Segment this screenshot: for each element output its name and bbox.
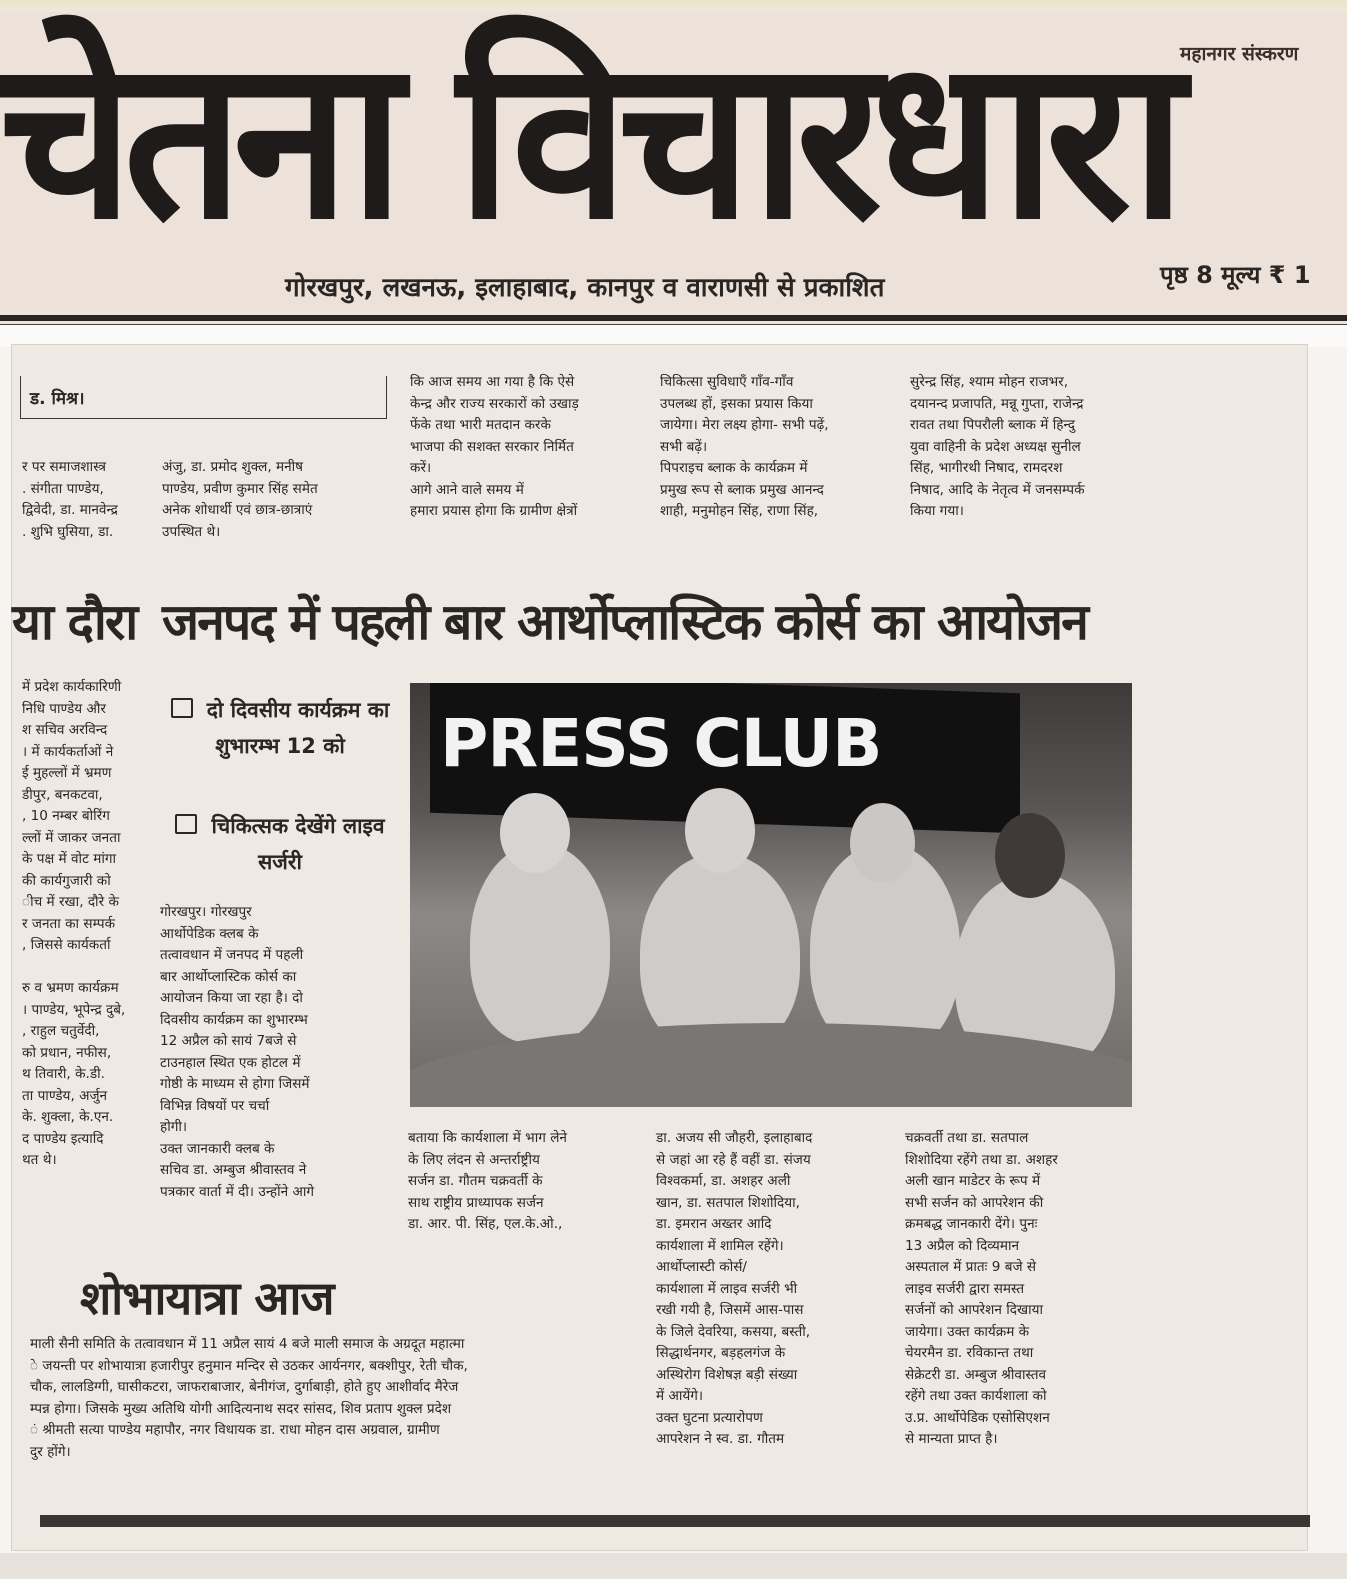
- checkbox-icon: [171, 698, 193, 718]
- text-line: चिकित्सा सुविधाएँ गाँव-गाँव: [660, 374, 794, 390]
- text-line: द्विवेदी, डा. मानवेन्द्र: [22, 502, 118, 518]
- text-line: आगे आने वाले समय में: [410, 481, 524, 498]
- text-line: , 10 नम्बर बोरिंग: [22, 808, 110, 824]
- person-1-head: [500, 793, 570, 873]
- text-line: ता पाण्डेय, अर्जुन: [22, 1087, 108, 1104]
- checkbox-icon: [175, 814, 197, 834]
- left-headline: या दौरा: [12, 593, 137, 651]
- edition-label: महानगर संस्करण: [1180, 43, 1299, 65]
- text-line: ई मुहल्लों में भ्रमण: [22, 765, 112, 781]
- text-line: डा. आर. पी. सिंह, एल.के.ओ.,: [408, 1216, 563, 1232]
- bullet-2: [160, 808, 400, 880]
- text-line: विश्वकर्मा, डा. अशहर अली: [656, 1173, 791, 1189]
- text-line: कार्यशाला में शामिल रहेंगे।: [656, 1237, 784, 1254]
- text-line: पिपराइच ब्लाक के कार्यक्रम में: [660, 460, 808, 476]
- text-line: आपरेशन ने स्व. डा. गौतम: [656, 1431, 785, 1447]
- text-line: सचिव डा. अम्बुज श्रीवास्तव ने: [160, 1162, 307, 1178]
- scan-top-edge: [0, 0, 1347, 12]
- publish-line: गोरखपुर, लखनऊ, इलाहाबाद, कानपुर व वाराणसी से प्रकाशित: [285, 273, 885, 303]
- text-line: श सचिव अरविन्द: [22, 722, 108, 738]
- price-label: पृष्ठ 8 मूल्य ₹ 1: [1160, 261, 1311, 289]
- text-line: निधि पाण्डेय और: [22, 700, 106, 717]
- author-fragment: ड. मिश्र।: [30, 389, 85, 409]
- text-line: . संगीता पाण्डेय,: [22, 480, 104, 497]
- text-line: खान, डा. सतपाल शिशोदिया,: [656, 1194, 800, 1211]
- scan-bottom-edge: [40, 1515, 1310, 1527]
- text-line: तत्वावधान में जनपद में पहली: [160, 947, 304, 963]
- text-line: सभी बढ़ें।: [660, 438, 708, 455]
- text-line: अनेक शोधार्थी एवं छात्र-छात्राएं: [162, 502, 313, 518]
- text-line: । में कार्यकर्ताओं ने: [22, 743, 114, 760]
- text-line: करें।: [410, 460, 432, 476]
- text-line: में आयेंगे।: [656, 1388, 704, 1404]
- person-4-head: [995, 813, 1065, 898]
- main-headline: जनपद में पहली बार आर्थोप्लास्टिक कोर्स का आयोजन: [162, 593, 1087, 651]
- text-line: चेयरमैन डा. रविकान्त तथा: [905, 1345, 1034, 1361]
- press-club-photo: [410, 683, 1132, 1107]
- person-3-head: [850, 803, 915, 883]
- text-line: थत थे।: [22, 1152, 57, 1168]
- text-line: अंजु, डा. प्रमोद शुक्ल, मनीष: [162, 459, 304, 475]
- text-line: । पाण्डेय, भूपेन्द्र दुबे,: [22, 1001, 126, 1018]
- top-col-4: [660, 372, 888, 523]
- top-col-1: [22, 457, 152, 543]
- text-line: प्रमुख रूप से ब्लाक प्रमुख आनन्द: [660, 481, 824, 498]
- person-1: [470, 843, 610, 1043]
- text-line: क्रमबद्ध जानकारी देंगे। पुनः: [905, 1216, 1038, 1232]
- text-line: रखी गयी है, जिसमें आस-पास: [656, 1302, 804, 1318]
- left-story-col: [22, 677, 140, 1172]
- text-line: आर्थोप्लास्टी कोर्स/: [656, 1259, 747, 1275]
- main-col-a: [160, 902, 385, 1203]
- text-line: से मान्यता प्राप्त है।: [905, 1431, 998, 1447]
- text-line: किया गया।: [910, 503, 964, 519]
- text-line: द पाण्डेय इत्यादि: [22, 1130, 104, 1147]
- text-line: आयोजन किया जा रहा है। दो: [160, 990, 303, 1006]
- text-line: सेक्रेटरी डा. अम्बुज श्रीवास्तव: [905, 1366, 1047, 1383]
- text-line: को प्रधान, नफीस,: [22, 1044, 112, 1061]
- text-line: की कार्यगुजारी को: [22, 872, 111, 889]
- text-line: चौक, लालडिग्गी, घासीकटरा, जाफराबाजार, बेनीगंज, दुर्गाबाड़ी, होते हुए आशीर्वाद मैरेज: [30, 1379, 459, 1395]
- text-line: डा. अजय सी जौहरी, इलाहाबाद: [656, 1130, 813, 1146]
- text-line: उक्त घुटना प्रत्यारोपण: [656, 1409, 763, 1426]
- top-col-5: [910, 372, 1138, 523]
- yatra-headline: शोभायात्रा आज: [80, 1271, 334, 1325]
- text-line: म्पन्न होगा। जिसके मुख्य अतिथि योगी आदित्यनाथ सदर सांसद, शिव प्रताप शुक्ल प्रदेश: [30, 1400, 452, 1417]
- bullet-1: [160, 692, 400, 764]
- scan-gap: [0, 325, 1347, 347]
- main-col-b: [408, 1128, 638, 1236]
- text-line: टाउनहाल स्थित एक होटल में: [160, 1054, 301, 1071]
- text-line: बार आर्थोप्लास्टिक कोर्स का: [160, 968, 297, 985]
- text-line: के. शुक्ला, के.एन.: [22, 1109, 114, 1125]
- text-line: डीपुर, बनकटवा,: [22, 786, 103, 803]
- text-line: उ.प्र. आर्थोपेडिक एसोसिएशन: [905, 1409, 1050, 1426]
- text-line: चक्रवर्ती तथा डा. सतपाल: [905, 1130, 1029, 1146]
- text-line: डा. इमरान अख्तर आदि: [656, 1216, 772, 1232]
- text-line: 12 अप्रैल को सायं 7बजे से: [160, 1033, 297, 1049]
- masthead-rule: [0, 315, 1347, 321]
- text-line: पत्रकार वार्ता में दी। उन्होंने आगे: [160, 1183, 315, 1200]
- scan-footer: [0, 1553, 1347, 1579]
- text-line: विभिन्न विषयों पर चर्चा: [160, 1097, 270, 1114]
- text-line: रावत तथा पिपरौली ब्लाक में हिन्दु: [910, 417, 1075, 433]
- text-line: पाण्डेय, प्रवीण कुमार सिंह समेत: [162, 480, 318, 497]
- banner-text: PRESS CLUB: [440, 705, 882, 782]
- text-line: आर्थोपेडिक क्लब के: [160, 925, 259, 942]
- text-line: सर्जन डा. गौतम चक्रवर्ती के: [408, 1173, 543, 1189]
- text-line: युवा वाहिनी के प्रदेश अध्यक्ष सुनील: [910, 438, 1081, 455]
- text-line: के लिए लंदन से अन्तर्राष्ट्रीय: [408, 1151, 540, 1168]
- text-line: उक्त जानकारी क्लब के: [160, 1140, 275, 1157]
- text-line: उपलब्ध हों, इसका प्रयास किया: [660, 395, 813, 412]
- text-line: उपस्थित थे।: [162, 523, 221, 540]
- text-line: अली खान माडेटर के रूप में: [905, 1173, 1041, 1189]
- text-line: जायेगा। उक्त कार्यक्रम के: [905, 1323, 1030, 1340]
- text-line: , राहुल चतुर्वेदी,: [22, 1023, 100, 1039]
- text-line: केन्द्र और राज्य सरकारों को उखाड़: [410, 395, 579, 412]
- top-col-2: [162, 457, 387, 543]
- text-line: अस्पताल में प्रातः 9 बजे से: [905, 1259, 1037, 1275]
- text-line: सिंह, भागीरथी निषाद, रामदरश: [910, 460, 1063, 476]
- text-line: गोरखपुर। गोरखपुर: [160, 904, 252, 920]
- text-line: होगी।: [160, 1119, 188, 1135]
- text-line: दयानन्द प्रजापति, मन्नू गुप्ता, राजेन्द्र: [910, 395, 1084, 412]
- main-col-d: [905, 1128, 1133, 1451]
- text-line: 13 अप्रैल को दिव्यमान: [905, 1237, 1020, 1254]
- bullet-2-text: चिकित्सक देखेंगे लाइव सर्जरी: [211, 814, 385, 874]
- text-line: सिद्धार्थनगर, बड़हलगंज के: [656, 1345, 786, 1361]
- text-line: सुरेन्द्र सिंह, श्याम मोहन राजभर,: [910, 374, 1069, 390]
- text-line: हमारा प्रयास होगा कि ग्रामीण क्षेत्रों: [410, 503, 578, 519]
- text-line: रहेंगे तथा उक्त कार्यशाला को: [905, 1388, 1047, 1404]
- text-line: के जिले देवरिया, कसया, बस्ती,: [656, 1323, 811, 1340]
- text-line: साथ राष्ट्रीय प्राध्यापक सर्जन: [408, 1194, 544, 1211]
- text-line: भाजपा की सशक्त सरकार निर्मित: [410, 438, 574, 455]
- text-line: सभी सर्जन को आपरेशन की: [905, 1194, 1044, 1211]
- text-line: ल्लों में जाकर जनता: [22, 829, 121, 846]
- text-line: दिवसीय कार्यक्रम का शुभारम्भ: [160, 1011, 308, 1028]
- text-line: लाइव सर्जरी द्वारा समस्त: [905, 1280, 1025, 1297]
- text-line: कि आज समय आ गया है कि ऐसे: [410, 374, 575, 390]
- top-col-3: [410, 372, 638, 523]
- newspaper-title: चेतना विचारधारा: [0, 14, 1176, 267]
- text-line: माली सैनी समिति के तत्वावधान में 11 अप्रैल सायं 4 बजे माली समाज के अग्रदूत महात्मा: [30, 1336, 465, 1352]
- bullet-1-text: दो दिवसीय कार्यक्रम का शुभारम्भ 12 को: [206, 698, 390, 758]
- text-line: गोष्ठी के माध्यम से होगा जिसमें: [160, 1076, 310, 1092]
- text-line: अस्थिरोग विशेषज्ञ बड़ी संख्या: [656, 1366, 798, 1383]
- text-line: दुर होंगे।: [30, 1443, 71, 1460]
- text-line: से जहां आ रहे हैं वहीं डा. संजय: [656, 1151, 811, 1168]
- text-line: [22, 957, 140, 979]
- text-line: शाही, मनुमोहन सिंह, राणा सिंह,: [660, 503, 819, 519]
- text-line: शिशोदिया रहेंगे तथा डा. अशहर: [905, 1151, 1058, 1168]
- person-2-head: [685, 788, 755, 873]
- text-line: , जिससे कार्यकर्ता: [22, 937, 111, 953]
- text-line: निषाद, आदि के नेतृत्व में जनसम्पर्क: [910, 481, 1085, 498]
- text-line: . शुभि घुसिया, डा.: [22, 523, 114, 540]
- text-line: र जनता का सम्पर्क: [22, 915, 116, 932]
- text-line: े जयन्ती पर शोभायात्रा हजारीपुर हनुमान मन्दिर से उठकर आर्यनगर, बक्शीपुर, रेती चौक,: [30, 1357, 468, 1374]
- text-line: जायेगा। मेरा लक्ष्य होगा- सभी पढ़ें,: [660, 417, 829, 433]
- text-line: रु व भ्रमण कार्यक्रम: [22, 980, 119, 996]
- text-line: ीच में रखा, दौरे के: [22, 894, 119, 910]
- main-col-c: [656, 1128, 884, 1451]
- text-line: बताया कि कार्यशाला में भाग लेने: [408, 1130, 567, 1146]
- text-line: फेंके तथा भारी मतदान करके: [410, 417, 551, 433]
- text-line: सर्जनों को आपरेशन दिखाया: [905, 1302, 1044, 1318]
- text-line: में प्रदेश कार्यकारिणी: [22, 679, 122, 695]
- yatra-text: [30, 1334, 635, 1463]
- text-line: कार्यशाला में लाइव सर्जरी भी: [656, 1280, 798, 1297]
- text-line: थ तिवारी, के.डी.: [22, 1066, 105, 1082]
- text-line: के पक्ष में वोट मांगा: [22, 851, 117, 867]
- text-line: ं श्रीमती सत्या पाण्डेय महापौर, नगर विधायक डा. राधा मोहन दास अग्रवाल, ग्रामीण: [30, 1422, 440, 1438]
- text-line: र पर समाजशास्त्र: [22, 459, 106, 475]
